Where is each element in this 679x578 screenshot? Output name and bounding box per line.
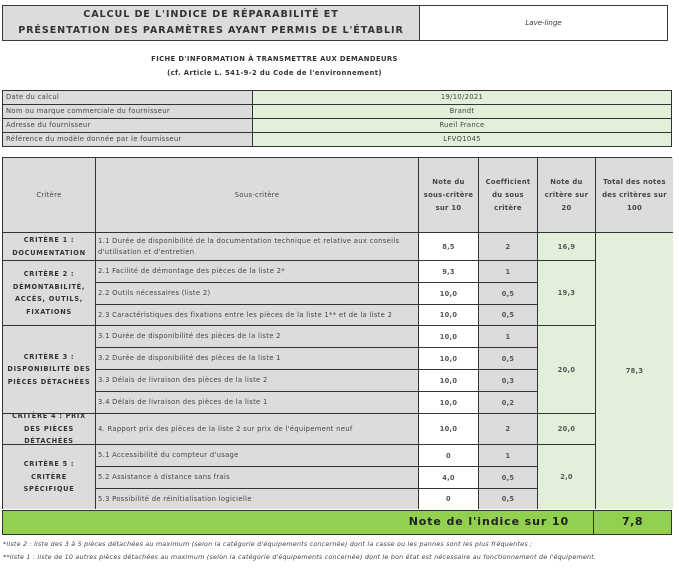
- criterion-5-note20: 2,0: [538, 445, 596, 509]
- supplier-info-table: [2, 90, 672, 147]
- info-row-brand: [3, 105, 671, 119]
- info-label: Référence du modèle donnée par le fournisseur: [3, 133, 253, 146]
- criterion-2: CRITÈRE 2 : DÉMONTABILITÉ, ACCÈS, OUTILS, FIXATIONS: [3, 261, 96, 326]
- sub-criterion: 3.1 Durée de disponibilité des pièces de la liste 2: [96, 326, 419, 348]
- sub-coef: 0,5: [479, 467, 538, 489]
- document-title: [3, 6, 420, 40]
- sub-coef: 0,5: [479, 489, 538, 509]
- sub-note: 10,0: [419, 414, 479, 445]
- sub-criterion: 2.1 Facilité de démontage des pièces de la liste 2*: [96, 261, 419, 283]
- title-box: [2, 5, 668, 41]
- sub-note: 10,0: [419, 283, 479, 305]
- header-critere: Critère: [3, 158, 96, 233]
- sub-coef: 2: [479, 233, 538, 261]
- subtitle-line-1: FICHE D'INFORMATION À TRANSMETTRE AUX DEMANDEURS: [151, 55, 398, 63]
- footnote-list-1: **liste 1 : liste de 10 autres pièces détachées au maximum (selon la catégorie d'équipements concernée) dont le bon état est nécessaire au fonctionnement de l'équipement.: [3, 552, 597, 561]
- subtitle-line-2: (cf. Article L. 541-9-2 du Code de l'environnement): [167, 69, 382, 77]
- info-row-date: [3, 91, 671, 105]
- sub-coef: 1: [479, 445, 538, 467]
- total-100: 78,3: [596, 233, 673, 509]
- criterion-3-note20: 20,0: [538, 326, 596, 414]
- sub-coef: 1: [479, 326, 538, 348]
- sub-note: 10,0: [419, 326, 479, 348]
- criterion-4: CRITÈRE 4 : PRIX DES PIÈCES DÉTACHÉES: [3, 414, 96, 445]
- header-sous-critere: Sous-critère: [96, 158, 419, 233]
- sub-note: 4,0: [419, 467, 479, 489]
- sub-criterion: 5.2 Assistance à distance sans frais: [96, 467, 419, 489]
- info-row-address: [3, 119, 671, 133]
- criterion-3: CRITÈRE 3 : DISPONIBILITÉ DES PIÈCES DÉTACHÉES: [3, 326, 96, 414]
- info-row-model: [3, 133, 671, 146]
- criterion-5: CRITÈRE 5 : CRITÈRE SPÉCIFIQUE: [3, 445, 96, 509]
- sub-coef: 1: [479, 261, 538, 283]
- header-total: Total des notes des critères sur 100: [596, 158, 673, 233]
- sub-note: 10,0: [419, 370, 479, 392]
- sub-criterion: 2.3 Caractéristiques des fixations entre les pièces de la liste 1** et de la liste 2: [96, 305, 419, 326]
- criteria-table: [2, 157, 672, 509]
- subtitle: [0, 52, 679, 80]
- sub-coef: 0,3: [479, 370, 538, 392]
- sub-criterion: 3.3 Délais de livraison des pièces de la liste 2: [96, 370, 419, 392]
- info-label: Nom ou marque commerciale du fournisseur: [3, 105, 253, 118]
- sub-criterion: 5.3 Possibilité de réinitialisation logicielle: [96, 489, 419, 509]
- info-label: Date du calcul: [3, 91, 253, 104]
- sub-coef: 0,2: [479, 392, 538, 414]
- sub-coef: 0,5: [479, 348, 538, 370]
- sub-coef: 0,5: [479, 305, 538, 326]
- index-score-value: 7,8: [622, 515, 643, 528]
- sub-criterion: 5.1 Accessibilité du compteur d'usage: [96, 445, 419, 467]
- sub-note: 8,5: [419, 233, 479, 261]
- sub-note: 10,0: [419, 305, 479, 326]
- criterion-2-note20: 19,3: [538, 261, 596, 326]
- sub-note: 10,0: [419, 392, 479, 414]
- info-label: Adresse du fournisseur: [3, 119, 253, 132]
- index-score-label: Note de l'indice sur 10: [3, 511, 594, 534]
- header-note-20: Note du critère sur 20: [538, 158, 596, 233]
- criterion-1-note20: 16,9: [538, 233, 596, 261]
- header-coef: Coefficient du sous critère: [479, 158, 538, 233]
- sub-note: 0: [419, 445, 479, 467]
- sub-criterion: 3.2 Durée de disponibilité des pièces de la liste 1: [96, 348, 419, 370]
- sub-note: 10,0: [419, 348, 479, 370]
- sub-coef: 0,5: [479, 283, 538, 305]
- footnotes: [3, 538, 675, 563]
- info-value: LFVQ1045: [253, 133, 671, 146]
- sub-criterion: 4. Rapport prix des pièces de la liste 2 sur prix de l'équipement neuf: [96, 414, 419, 445]
- sub-criterion: 3.4 Délais de livraison des pièces de la liste 1: [96, 392, 419, 414]
- sub-criterion: 2.2 Outils nécessaires (liste 2): [96, 283, 419, 305]
- sub-coef: 2: [479, 414, 538, 445]
- sub-criterion: 1.1 Durée de disponibilité de la documentation technique et relative aux conseils d'utilisation et d'entretien: [96, 233, 419, 261]
- product-type: Lave-linge: [525, 19, 562, 27]
- info-value: Brandt: [253, 105, 671, 118]
- criterion-1: CRITÈRE 1 : DOCUMENTATION: [3, 233, 96, 261]
- header-note-10: Note du sous-critère sur 10: [419, 158, 479, 233]
- sub-note: 0: [419, 489, 479, 509]
- info-value: 19/10/2021: [253, 91, 671, 104]
- title-line-2: PRÉSENTATION DES PARAMÈTRES AYANT PERMIS DE L'ÉTABLIR: [18, 25, 404, 36]
- footnote-list-2: *liste 2 : liste des 3 à 5 pièces détachées au maximum (selon la catégorie d'équipements concernée) dont la casse ou les pannes sont les plus fréquentes ;: [3, 540, 533, 548]
- criterion-4-note20: 20,0: [538, 414, 596, 445]
- title-line-1: CALCUL DE L'INDICE DE RÉPARABILITÉ ET: [83, 9, 339, 20]
- index-score-bar: [2, 510, 672, 535]
- info-value: Rueil France: [253, 119, 671, 132]
- sub-note: 9,3: [419, 261, 479, 283]
